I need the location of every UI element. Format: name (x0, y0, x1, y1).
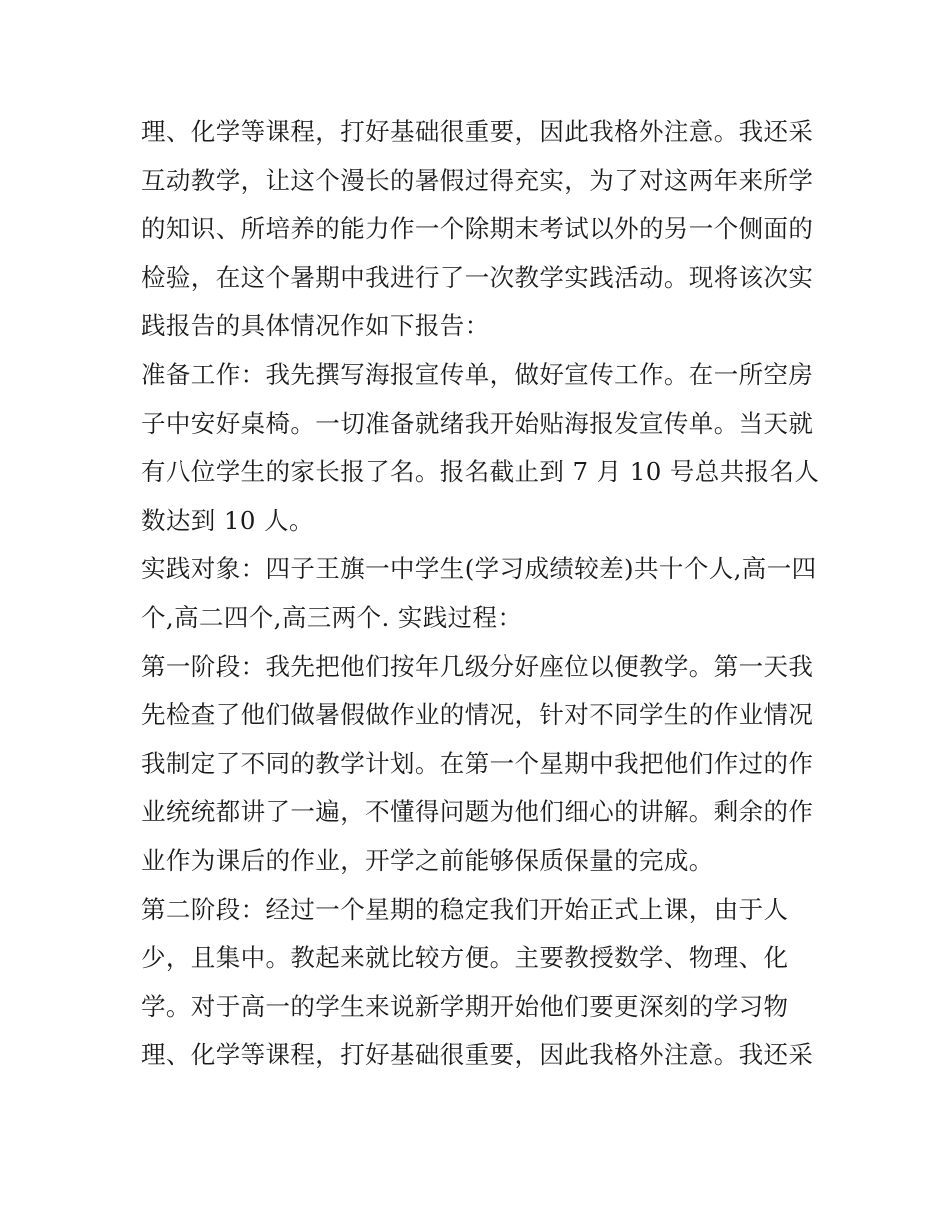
text-line: 先检查了他们做暑假做作业的情况，针对不同学生的作业情况 (141, 700, 814, 730)
text-line: 理、化学等课程，打好基础很重要，因此我格外注意。我还采 (141, 1040, 814, 1070)
text-line: 检验，在这个暑期中我进行了一次教学实践活动。现将该次实 (141, 262, 814, 292)
text-line: 业统统都讲了一遍，不懂得问题为他们细心的讲解。剩余的作 (141, 797, 814, 827)
text-line: 互动教学，让这个漫长的暑假过得充实，为了对这两年来所学 (141, 165, 814, 195)
text-line: 有八位学生的家长报了名。报名截止到 7 月 10 号总共报名人 (141, 457, 820, 487)
text-line: 数达到 10 人。 (141, 505, 314, 535)
text-line: 准备工作：我先撰写海报宣传单，做好宣传工作。在一所空房 (141, 359, 814, 389)
text-line: 第二阶段：经过一个星期的稳定我们开始正式上课，由于人 (141, 894, 789, 924)
text-line: 实践对象：四子王旗一中学生(学习成绩较差)共十个人,高一四 (141, 554, 817, 584)
text-line: 第一阶段：我先把他们按年几级分好座位以便教学。第一天我 (141, 651, 814, 681)
text-line: 个,高二四个,高三两个. 实践过程： (141, 602, 523, 632)
text-line: 业作为课后的作业，开学之前能够保质保量的完成。 (141, 845, 714, 875)
text-line: 我制定了不同的教学计划。在第一个星期中我把他们作过的作 (141, 748, 814, 778)
text-line: 学。对于高一的学生来说新学期开始他们要更深刻的学习物 (141, 991, 789, 1021)
body-text (141, 108, 821, 1080)
text-line: 的知识、所培养的能力作一个除期末考试以外的另一个侧面的 (141, 214, 814, 244)
text-line: 理、化学等课程，打好基础很重要，因此我格外注意。我还采 (141, 117, 814, 146)
text-line: 践报告的具体情况作如下报告： (141, 311, 490, 341)
text-line: 子中安好桌椅。一切准备就绪我开始贴海报发宣传单。当天就 (141, 408, 814, 438)
text-line: 少，且集中。教起来就比较方便。主要教授数学、物理、化 (141, 943, 789, 973)
